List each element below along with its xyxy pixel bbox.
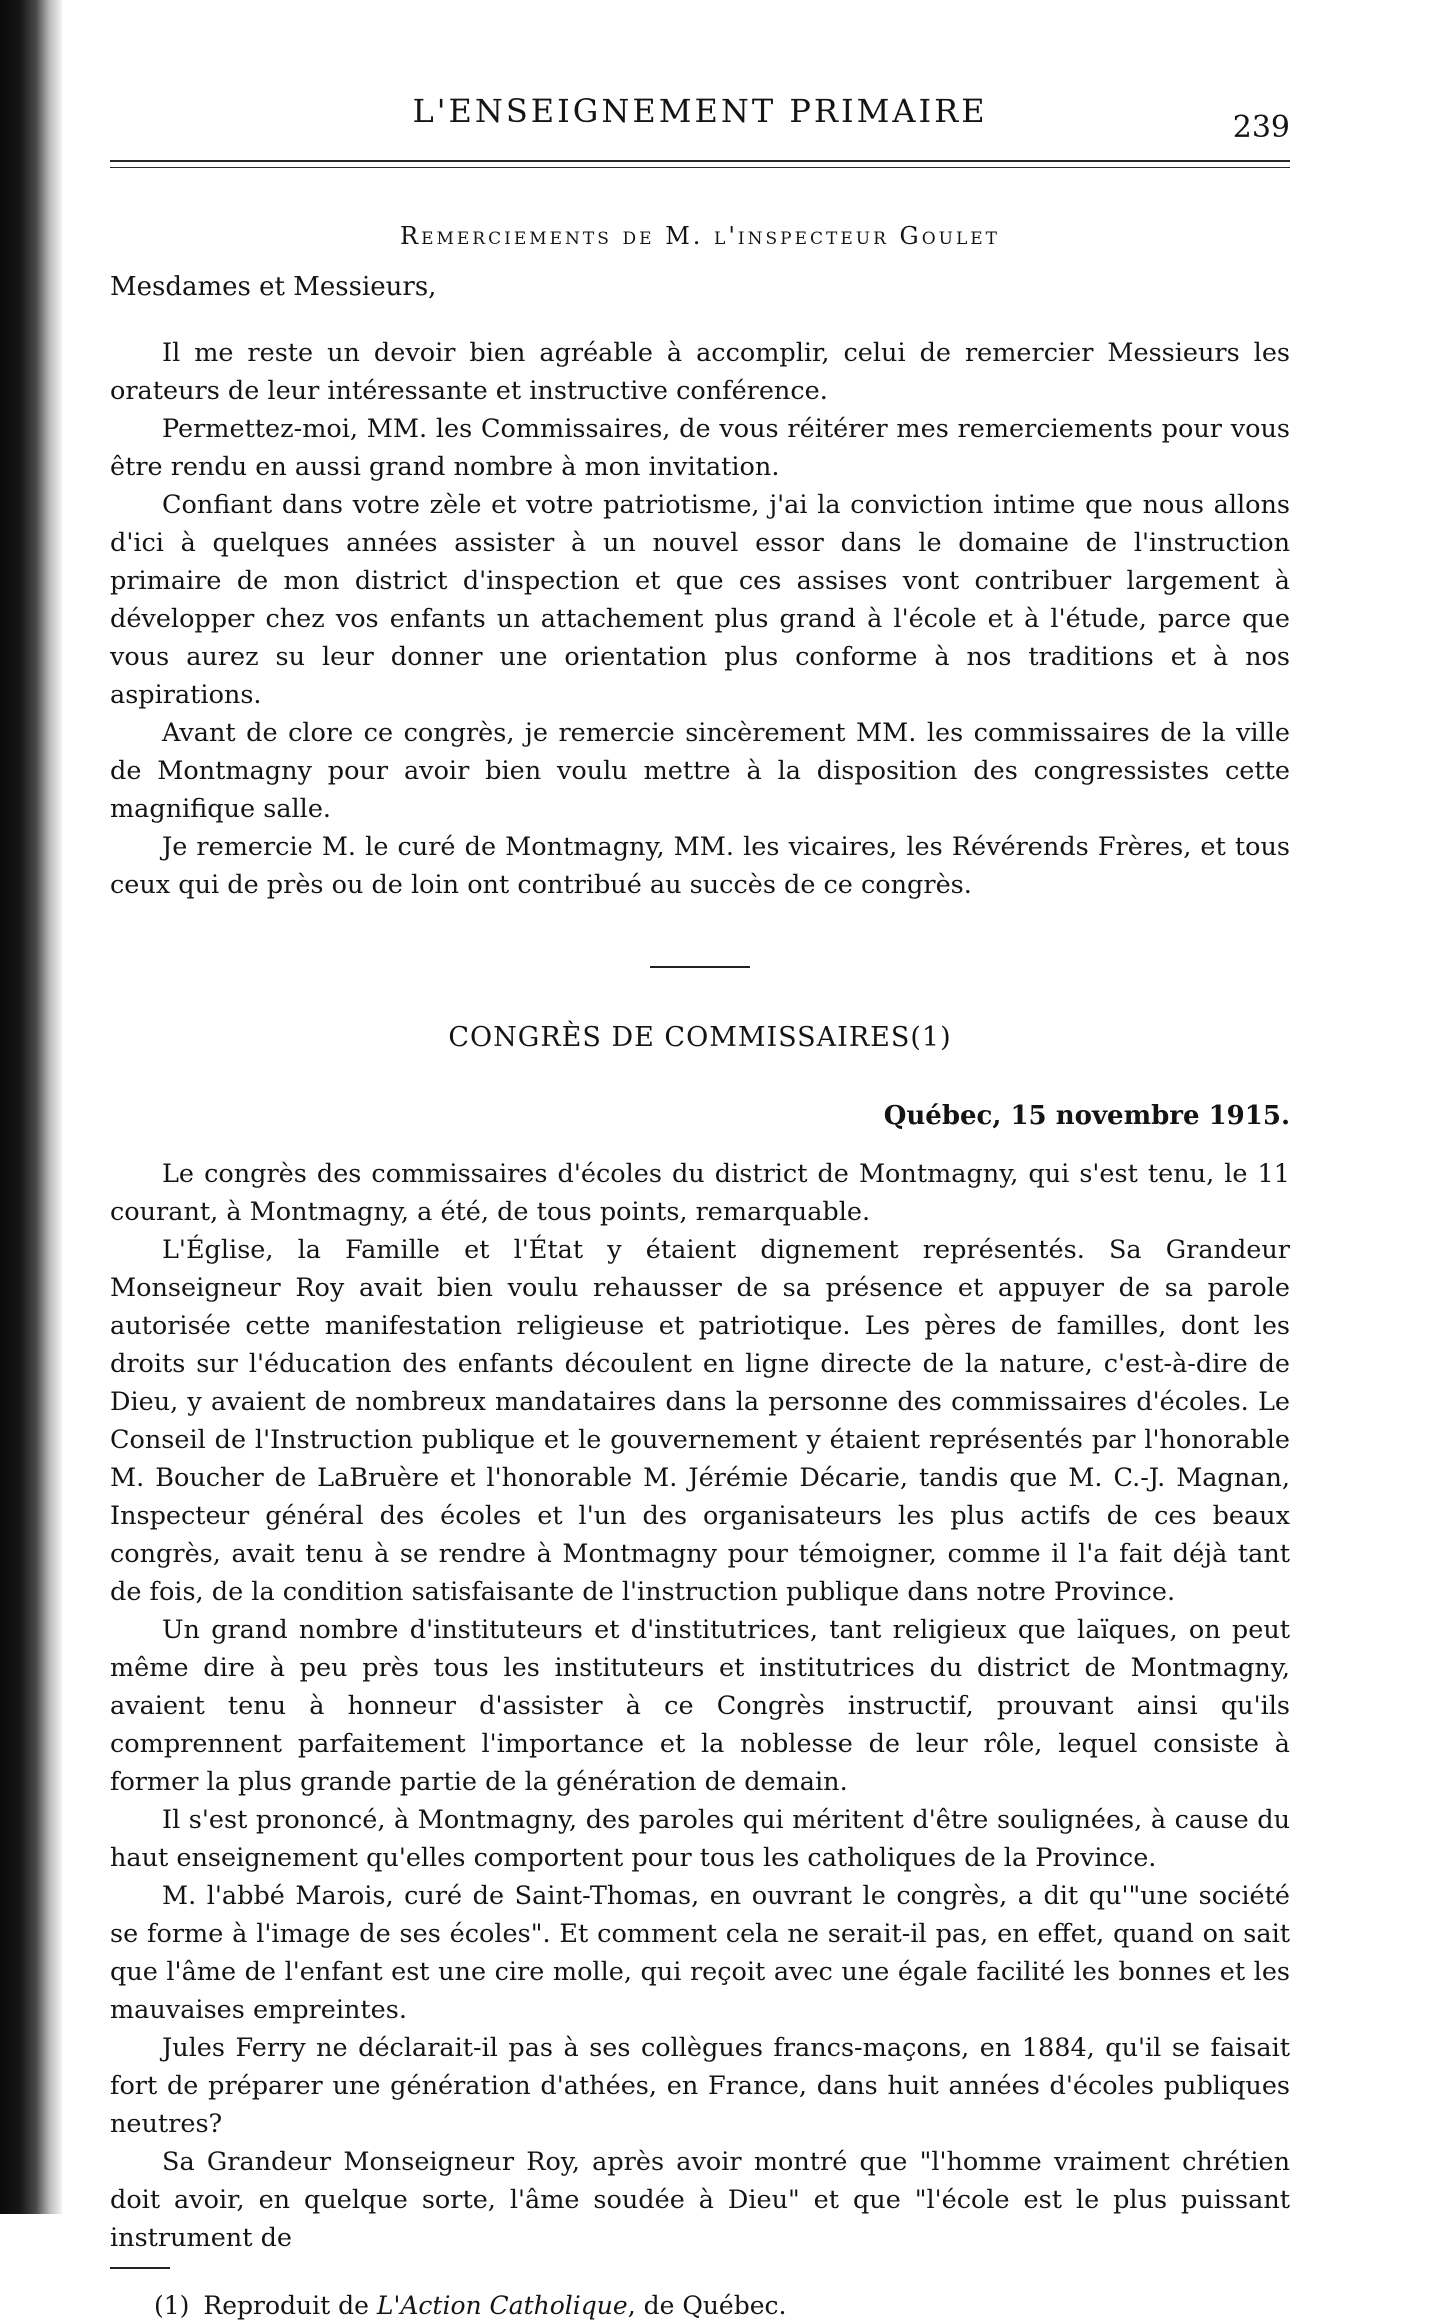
book-page — [110, 70, 1290, 2320]
book-binding-shadow — [0, 0, 62, 2214]
paragraph: Confiant dans votre zèle et votre patriotisme, j'ai la conviction intime que nous allons d'ici à quelques années assister à un nouvel essor dans le domaine de l'instruction primaire de mon district d'inspection et que ces assises vont contribuer largement à développer chez vos enfants un attachement plus grand à l'école et à l'étude, parce que vous aurez su leur donner une orientation plus conforme à nos traditions et à nos aspirations. — [110, 490, 1290, 710]
dateline: Québec, 15 novembre 1915. — [883, 1101, 1290, 1131]
paragraph: L'Église, la Famille et l'État y étaient dignement représentés. Sa Grandeur Monseigneur Roy avait bien voulu rehausser de sa présence et appuyer de sa parole autorisée cette manifestation religieuse et patriotique. Les pères de familles, dont les droits sur l'éducation des enfants découlent en ligne directe de la nature, c'est-à-dire de Dieu, y avaient de nombreux mandataires dans la personne des commissaires d'écoles. Le Conseil de l'Instruction publique et le gouvernement y étaient représentés par l'honorable M. Boucher de LaBruère et l'honorable M. Jérémie Décarie, tandis que M. C.-J. Magnan, Inspecteur général des écoles et l'un des organisateurs les plus actifs de ces beaux congrès, avait tenu à se rendre à Montmagny pour témoigner, comme il l'a fait déjà tant de fois, de la condition satisfaisante de l'instruction publique dans notre Province. — [110, 1235, 1290, 1607]
section-title-remerciements: Remerciements de M. l'inspecteur Goulet — [400, 222, 1000, 250]
paragraph: Sa Grandeur Monseigneur Roy, après avoir montré que "l'homme vraiment chrétien doit avoir, en quelque sorte, l'âme soudée à Dieu" et que "l'école est le plus puissant instrument de — [110, 2147, 1290, 2253]
section1-body — [110, 334, 1290, 904]
paragraph: Avant de clore ce congrès, je remercie sincèrement MM. les commissaires de la ville de Montmagny pour avoir bien voulu mettre à la disposition des congressistes cette magnifique salle. — [110, 718, 1290, 824]
paragraph: M. l'abbé Marois, curé de Saint-Thomas, en ouvrant le congrès, a dit qu'"une société se forme à l'image de ses écoles". Et comment cela ne serait-il pas, en effet, quand on sait que l'âme de l'enfant est une cire molle, qui reçoit avec une égale facilité les bonnes et les mauvaises empreintes. — [110, 1881, 1290, 2025]
page-number: 239 — [1232, 110, 1290, 145]
footnote-text: Reproduit de — [203, 2291, 377, 2320]
running-head — [110, 70, 1290, 145]
running-head-title: L'ENSEIGNEMENT PRIMAIRE — [412, 92, 988, 130]
footnote — [110, 2291, 1290, 2320]
paragraph: Jules Ferry ne déclarait-il pas à ses collègues francs-maçons, en 1884, qu'il se faisait fort de préparer une génération d'athées, en France, dans huit années d'écoles publiques neutres? — [110, 2033, 1290, 2139]
paragraph: Le congrès des commissaires d'écoles du district de Montmagny, qui s'est tenu, le 11 courant, à Montmagny, a été, de tous points, remarquable. — [110, 1159, 1290, 1227]
paragraph: Il s'est prononcé, à Montmagny, des paroles qui méritent d'être soulignées, à cause du haut enseignement qu'elles comportent pour tous les catholiques de la Province. — [110, 1805, 1290, 1873]
paragraph: Permettez-moi, MM. les Commissaires, de vous réitérer mes remerciements pour vous être rendu en aussi grand nombre à mon invitation. — [110, 414, 1290, 482]
article-title-congres: CONGRÈS DE COMMISSAIRES(1) — [448, 1022, 952, 1053]
footnote-marker: (1) — [154, 2291, 190, 2320]
header-rule — [110, 160, 1290, 168]
footnote-rule — [110, 2267, 170, 2269]
section2-body — [110, 1155, 1290, 2257]
paragraph: Un grand nombre d'instituteurs et d'institutrices, tant religieux que laïques, on peut même dire à peu près tous les instituteurs et institutrices du district de Montmagny, avaient tenu à honneur d'assister à ce Congrès instructif, prouvant ainsi qu'ils comprennent parfaitement l'importance et la noblesse de leur rôle, lequel consiste à former la plus grande partie de la génération de demain. — [110, 1615, 1290, 1797]
paragraph: Il me reste un devoir bien agréable à accomplir, celui de remercier Messieurs les orateurs de leur intéressante et instructive conférence. — [110, 338, 1290, 406]
salutation: Mesdames et Messieurs, — [110, 272, 437, 302]
section-divider — [650, 966, 750, 968]
footnote-text-end: , de Québec. — [627, 2291, 787, 2320]
footnote-source-title: L'Action Catholique — [376, 2291, 628, 2320]
paragraph: Je remercie M. le curé de Montmagny, MM. les vicaires, les Révérends Frères, et tous ceux qui de près ou de loin ont contribué au succès de ce congrès. — [110, 832, 1290, 900]
